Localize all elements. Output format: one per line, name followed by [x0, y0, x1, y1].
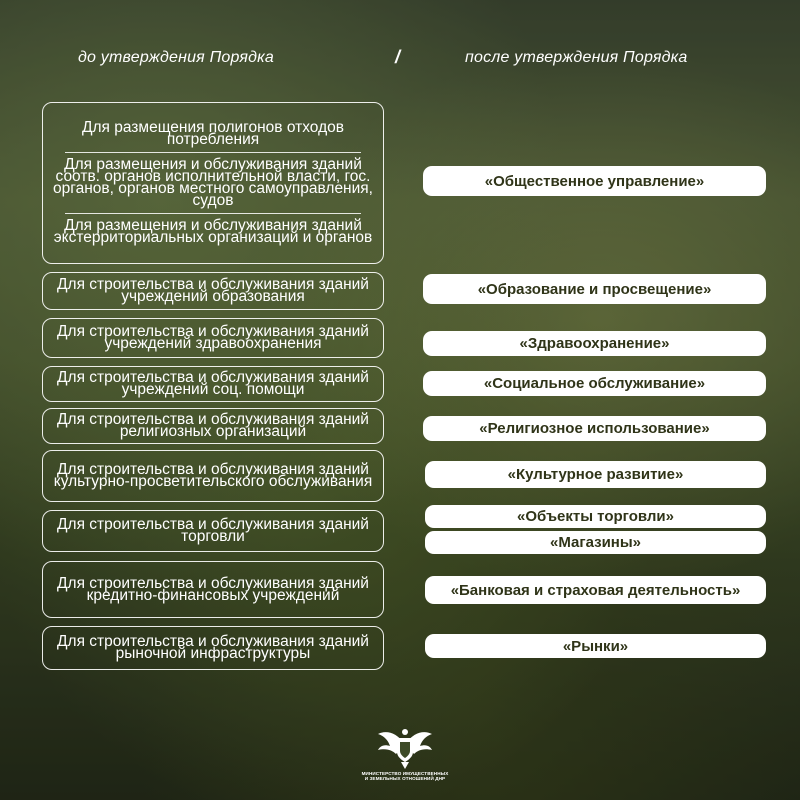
after-pill: «Объекты торговли»	[425, 505, 766, 528]
before-box-public-admin	[42, 102, 384, 264]
before-item: Для строительства и обслуживания зданий рыночной инфраструктуры	[57, 633, 369, 662]
ministry-emblem-icon	[370, 722, 440, 775]
before-box-culture	[42, 450, 384, 502]
after-pill: «Социальное обслуживание»	[423, 371, 766, 396]
after-pill: «Общественное управление»	[423, 166, 766, 196]
before-item: Для строительства и обслуживания зданий учреждений образования	[57, 276, 369, 305]
after-pill: «Культурное развитие»	[425, 461, 766, 488]
after-pill: «Образование и просвещение»	[423, 274, 766, 304]
before-item: Для строительства и обслуживания зданий торговли	[57, 516, 369, 545]
before-item: Для размещения и обслуживания зданий экстерриториальных организаций и органов	[53, 217, 373, 246]
before-box-religious	[42, 408, 384, 444]
before-item: Для размещения полигонов отходов потребления	[82, 119, 344, 148]
header-separator: /	[395, 47, 401, 67]
before-box-social	[42, 366, 384, 402]
ministry-caption	[360, 771, 450, 781]
after-pill: «Банковая и страховая деятельность»	[425, 576, 766, 604]
before-box-markets	[42, 626, 384, 670]
after-pill: «Здравоохранение»	[423, 331, 766, 356]
header-after: после утверждения Порядка	[465, 49, 688, 66]
before-box-healthcare	[42, 318, 384, 358]
header-before: до утверждения Порядка	[78, 49, 275, 66]
divider	[65, 152, 361, 153]
after-pill: «Религиозное использование»	[423, 416, 766, 441]
before-box-finance	[42, 561, 384, 618]
before-box-education	[42, 272, 384, 310]
before-item: Для строительства и обслуживания зданий религиозных организаций	[57, 411, 369, 440]
before-item: Для размещения и обслуживания зданий соотв. органов исполнительной власти, гос. органов, органов местного самоуправления, судов	[53, 156, 373, 209]
after-pill: «Рынки»	[425, 634, 766, 658]
before-item: Для строительства и обслуживания зданий учреждений здравоохранения	[57, 323, 369, 352]
before-item: Для строительства и обслуживания зданий культурно-просветительского обслуживания	[53, 461, 373, 490]
divider	[65, 213, 361, 214]
before-item: Для строительства и обслуживания зданий учреждений соц. помощи	[57, 369, 369, 398]
before-box-trade	[42, 510, 384, 552]
before-item: Для строительства и обслуживания зданий кредитно-финансовых учреждений	[57, 574, 369, 604]
caption-line: И ЗЕМЕЛЬНЫХ ОТНОШЕНИЙ ДНР	[364, 776, 446, 781]
after-pill: «Магазины»	[425, 531, 766, 554]
caption-line: МИНИСТЕРСТВО ИМУЩЕСТВЕННЫХ	[361, 771, 449, 776]
